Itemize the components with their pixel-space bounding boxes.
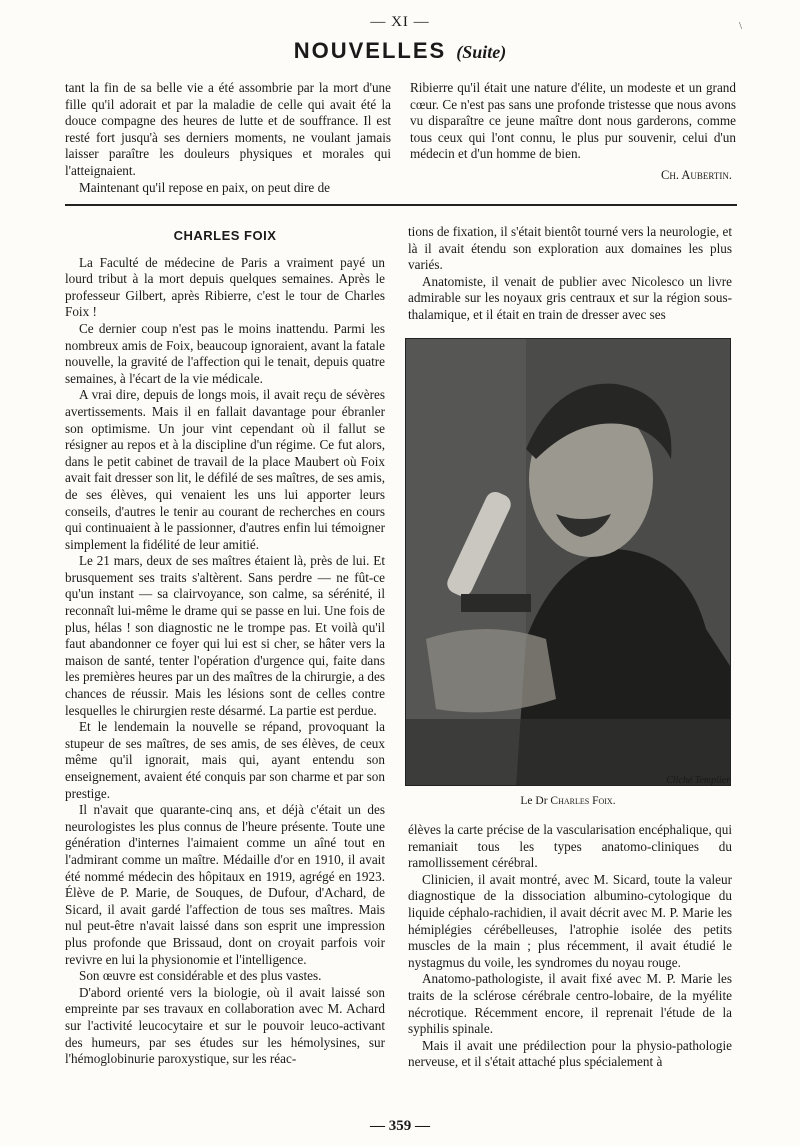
article-left-column xyxy=(65,228,385,1068)
photo-caption xyxy=(405,795,731,807)
portrait-photo xyxy=(405,338,731,786)
section-divider xyxy=(65,204,737,206)
article-title: CHARLES FOIX xyxy=(173,228,277,243)
paragraph: Le 21 mars, deux de ses maîtres étaient là, près de lui. Et brusquement ses traits s'altèrent. Sans perdre — ne fût-ce qu'un instant — sa clairvoyance, son calme, sa sérénité, il reconnaît lui-même le drame qui se passe en lui. Une fois de plus, hélas ! son diagnostic ne le trompe pas. Et voilà qu'il faut abandonner ce foyer qui lui est si cher, se hâter vers la maison de santé, tenter l'opération d'urgence qui, faite dans les premières heures par un des maîtres de la chirurgie, a des chances de réussir. Mais les lésions sont de celles contre lesquelles le chirurgien reste désarmé. La partie est perdue. xyxy=(65,553,385,718)
paragraph: La Faculté de médecine de Paris a vraiment payé un lourd tribut à la mort depuis quelques semaines. Après le professeur Gilbert, après Ribierre, c'est le tour de Charles Foix ! xyxy=(65,254,385,320)
paragraph: Anatomo-pathologiste, il avait fixé avec M. P. Marie les traits de la sclérose cérébrale centro-lobaire, de la myélite nécrotique. Récemment encore, il reprenait l'étude de la syphilis spinale. xyxy=(408,971,732,1037)
paragraph: Et le lendemain la nouvelle se répand, provoquant la stupeur de ses maîtres, de ses amis, de ses élèves, de ceux même qu'il ignorait, mais qui, ayant entendu son enseignement, avaient été conquis par son charme et par son prestige. xyxy=(65,719,385,801)
top-left-column xyxy=(65,80,391,196)
paragraph: Son œuvre est considérable et des plus vastes. xyxy=(79,968,322,984)
paragraph: Mais il avait une prédilection pour la physio-pathologie nerveuse, et il s'était attaché plus spécialement à xyxy=(408,1037,732,1070)
caption-prefix: Le Dr xyxy=(520,795,548,807)
caption-name: Charles Foix. xyxy=(550,795,616,807)
signature: Ch. Aubertin. xyxy=(660,167,732,182)
paragraph: Anatomiste, il venait de publier avec Nicolesco un livre admirable sur les noyaux gris centraux et sur la région sous-thalamique, et il était en train de dresser avec ses xyxy=(408,273,732,322)
paragraph: élèves la carte précise de la vascularisation encéphalique, qui remaniait tous les types anatomo-cliniques du ramollissement cérébral. xyxy=(408,822,732,871)
page-roman-numeral: — XI — xyxy=(370,14,430,30)
paragraph: tant la fin de sa belle vie a été assombrie par la mort d'une fille qu'il adorait et par la maladie de celle qui avait été la douce compagne des heures de lutte et de souffrance. Il est resté fort jusqu'à ses derniers moments, ne voulant jamais laisser paraître les douleurs physiques et morales qui l'atteignaient. xyxy=(65,80,391,178)
article-right-column-bottom xyxy=(408,822,732,1071)
section-title-suffix: (Suite) xyxy=(456,42,507,62)
article-right-column-top xyxy=(408,224,732,324)
corner-mark: \ xyxy=(738,20,742,32)
page-number: — 359 — xyxy=(370,1118,430,1134)
paragraph: Ce dernier coup n'est pas le moins inattendu. Parmi les nombreux amis de Foix, beaucoup ignoraient, avant la fatale nouvelle, la gravité de l'affection qui le tenait, depuis quatre semaines, à l'écart de la vie médicale. xyxy=(65,320,385,386)
paragraph: Ribierre qu'il était une nature d'élite, un modeste et un grand cœur. Ce n'est pas sans une profonde tristesse que nous avons vu disparaître ce jeune maître dont nous garderons, comme tous ceux qui l'ont connu, le plus pur souvenir, celui d'un médecin et d'un homme de bien. xyxy=(410,80,736,162)
section-title: NOUVELLES xyxy=(293,38,447,63)
paragraph: A vrai dire, depuis de longs mois, il avait reçu de sévères avertissements. Mais il en fallait davantage pour ébranler son optimisme. Un jour vint cependant où il fallut se résigner au repos et à la discipline d'un régime. Ce fut alors, dans le petit cabinet de travail de la place Maubert où Foix avait fait dresser son lit, le défilé de ses maîtres, de ses amis, de ses élèves, qui venaient les uns lui apporter leurs conseils, d'autres le tenir au courant de recherches en cours qui continuaient à le passionner, d'autres enfin lui témoigner simplement la fidélité de leur amitié. xyxy=(65,387,385,552)
photo-credit: Cliché Templier xyxy=(666,775,730,786)
paragraph: D'abord orienté vers la biologie, où il avait laissé son empreinte par ses travaux en collaboration avec M. Achard sur l'activité leucocytaire et sur le pouvoir leuco-activant des humeurs, par ses études sur les hémolysines, sur l'hémoglobinurie paroxystique, sur les réac- xyxy=(65,984,385,1067)
section-header xyxy=(0,38,800,64)
paragraph: Il n'avait que quarante-cinq ans, et déjà c'était un des neurologistes les plus connus de l'heure présente. Toute une génération d'internes l'aimaient comme un aîné tout en l'admirant comme un maître. Médaille d'or en 1910, il avait été nommé médecin des hôpitaux en 1919, agrégé en 1923. Élève de P. Marie, de Souques, de Dufour, d'Achard, de Sicard, il avait gardé l'affection de tous ses maîtres. Mais nul peut-être n'avait laissé dans son esprit une impression plus profonde que Brissaud, dont on croyait parfois voir revivre en lui la physionomie et l'intelligence. xyxy=(65,802,385,967)
paragraph: Clinicien, il avait montré, avec M. Sicard, toute la valeur diagnostique de la dissociation albumino-cytologique du liquide céphalo-rachidien, il avait décrit avec M. P. Marie les hémiplégies cérébelleuses, l'atrophie isolée des petits muscles de la main ; plus récemment, il avait étudié le nystagmus du voile, les syndromes du noyau rouge. xyxy=(408,871,732,970)
paragraph: Maintenant qu'il repose en paix, on peut dire de xyxy=(79,179,331,195)
paragraph: tions de fixation, il s'était bientôt tourné vers la neurologie, et là il avait étendu son exploration aux domaines les plus variés. xyxy=(408,224,732,273)
top-right-column xyxy=(410,80,736,184)
